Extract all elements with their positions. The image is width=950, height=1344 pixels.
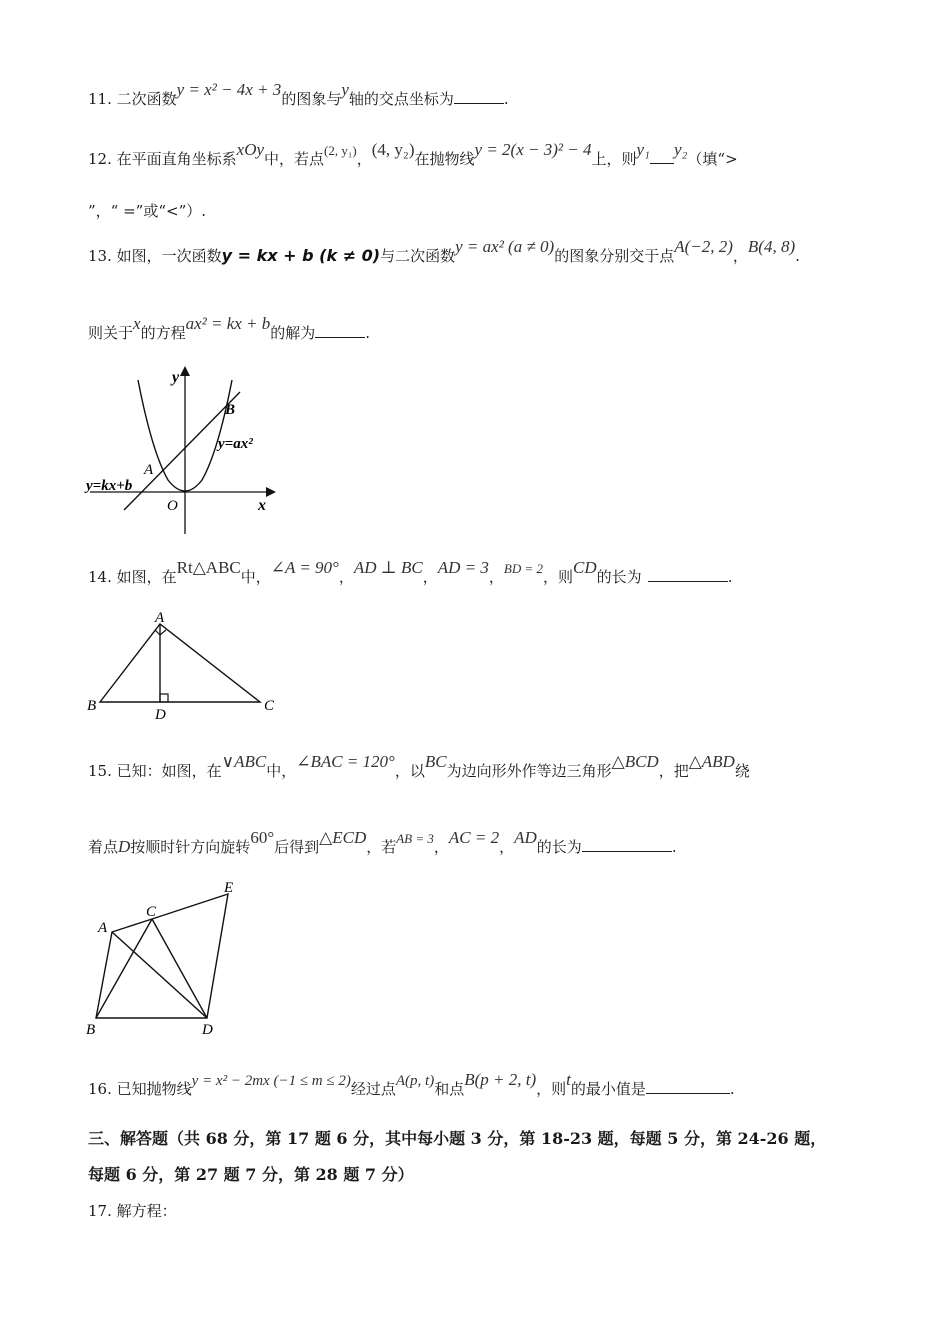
q12-mid: 中，若点 [264,150,325,168]
q14-cond4: BD = 2 [503,561,544,576]
question-13-line2 [88,314,371,343]
figure-14-triangle [82,606,292,724]
q15-pre: 已知：如图，在 [116,762,222,780]
q13-number: 13. [88,247,112,265]
question-12 [88,140,738,169]
q11-end: . [503,90,509,108]
q14-cond3: AD = 3 [437,558,489,577]
q11-pre: 二次函数 [116,90,177,108]
question-13 [88,237,800,266]
q12-number: 12. [88,150,112,168]
q11-post: 轴的交点坐标为 [348,90,454,108]
q13-end2: . [365,324,371,342]
q15-ac: AC = 2 [448,828,500,847]
q13-comma: ， [732,247,748,265]
q13-linear: y = kx + b (k ≠ 0) [221,246,381,265]
q16-number: 16. [88,1080,112,1098]
q11-equation: y = x² − 4x + 3 [176,80,282,99]
q14-triangle: Rt△ABC [176,558,241,577]
q11-var: y [341,80,349,99]
q15-abd: △ABD [688,752,735,771]
q16-mid: 经过点 [350,1080,396,1098]
q13-point-b: B(4, 8) [747,237,796,256]
q16-end: . [729,1080,735,1098]
section-3-heading-line2: 每题 6 分，第 27 题 7 分，第 28 题 7 分） [88,1165,414,1184]
q12-equation: y = 2(x − 3)² − 4 [474,140,592,159]
q11-mid: 的图象与 [281,90,342,108]
q15-mid4: ，把 [658,762,689,780]
q15-mid2: ，以 [394,762,425,780]
x-axis-arrow-icon [266,487,276,497]
question-15 [88,752,750,781]
q12-post: （填“> [687,150,738,168]
q15-line2-mid2: 后得到 [274,838,320,856]
q14-sep3: ， [488,568,504,586]
vertex-b-label: B [86,1022,96,1038]
q15-d: D [118,837,131,856]
q13-line2-pre: 则关于 [88,324,134,342]
q13-line2-post: 的解为 [270,324,316,342]
right-angle-mark-d [160,694,168,702]
q12-y1: y₁ [636,140,650,159]
section-3-heading-line1: 三、解答题（共 68 分，第 17 题 6 分，其中每小题 3 分，第 18-23 题，每题 5 分，第 24-26 题， [88,1129,827,1148]
figure-13-graph [80,362,280,540]
q15-sep2: ， [499,838,515,856]
q12-pre: 在平面直角坐标系 [116,150,237,168]
q14-post: ，则 [543,568,574,586]
q15-angle: ∠BAC = 120° [296,752,395,771]
q15-bcd: △BCD [611,752,659,771]
q15-ecd: △ECD [319,828,367,847]
figure-15-quadrilateral [82,876,252,1040]
q12-system: xOy [236,140,265,159]
q15-end2: . [671,838,677,856]
question-16 [88,1070,735,1099]
vertex-b-label: B [87,698,97,714]
question-15-line2 [88,828,677,857]
q14-sep2: ， [422,568,438,586]
triangle-abc [100,624,260,702]
q15-triangle: ∨ABC [221,752,267,771]
q13-equation: ax² = kx + b [185,314,271,333]
q14-sep1: ， [338,568,354,586]
q15-mid3: 为边向形外作等边三角形 [446,762,612,780]
q13-mid: 与二次函数 [380,247,456,265]
q12-line2: ”，“ =”或“<”）. [88,202,207,220]
q15-answer-blank[interactable] [582,837,672,852]
q14-pre: 如图，在 [116,568,177,586]
point-a-label: A [144,462,154,478]
outline-abdea [96,894,228,1018]
vertex-d-label: D [202,1022,213,1038]
origin-label: O [167,498,178,514]
q12-point1: (2, y₁) [324,143,357,158]
q15-ab: AB = 3 [396,831,434,846]
q14-number: 14. [88,568,112,586]
point-b-label: B [225,402,236,418]
question-11 [88,80,509,109]
q14-cond1: ∠A = 90° [270,558,339,577]
q16-point-b: B(p + 2, t) [464,1070,537,1089]
q11-answer-blank[interactable] [454,89,504,104]
question-14 [88,558,733,587]
q13-pre: 如图，一次函数 [116,247,222,265]
q16-mid2: 和点 [434,1080,465,1098]
vertex-c-label: C [264,698,275,714]
question-12-line2 [88,200,206,221]
q15-bc: BC [424,752,447,771]
q16-post: 的最小值是 [570,1080,646,1098]
vertex-e-label: E [224,880,234,896]
y-axis-label: y [172,369,180,386]
q12-answer-blank[interactable] [650,149,674,164]
q15-mid: 中， [266,762,297,780]
q15-line2-pre: 着点 [88,838,119,856]
q12-comma: ， [356,150,372,168]
q15-line2-post: 的长为 [536,838,582,856]
q14-cond2: AD ⊥ BC [353,558,423,577]
segment-cd [152,919,207,1018]
q14-mid: 中， [240,568,271,586]
q12-mid3: 上，则 [591,150,637,168]
q16-answer-blank[interactable] [646,1079,730,1094]
q15-line2-mid3: ，若 [366,838,397,856]
q13-answer-blank[interactable] [315,323,365,338]
q13-point-a: A(−2, 2) [674,237,733,256]
q15-ad: AD [514,828,537,847]
x-axis-label: x [258,497,266,514]
q16-equation: y = x² − 2mx (−1 ≤ m ≤ 2) [191,1073,351,1089]
q12-y2: y₂ [673,140,688,159]
q13-mid2: 的图象分别交于点 [554,247,675,265]
q13-line2-mid: 的方程 [140,324,186,342]
q13-var: x [133,314,141,333]
q15-sep1: ， [433,838,449,856]
q12-point2: (4, y₂) [371,140,415,159]
q13-end: . [795,247,800,265]
question-17: 17. 解方程： [88,1202,177,1220]
q14-answer-blank[interactable] [648,567,728,582]
q12-mid2: 在抛物线 [414,150,475,168]
point-d-label: D [155,707,166,723]
q15-line2-mid: 按顺时针方向旋转 [130,838,251,856]
curve-label: y=ax² [218,436,253,452]
q14-cd: CD [573,558,597,577]
y-axis-arrow-icon [180,366,190,376]
q15-degree: 60° [250,828,275,847]
line-label: y=kx+b [86,478,133,494]
q16-point-a: A(p, t) [395,1073,435,1089]
q13-quadratic: y = ax² (a ≠ 0) [455,237,555,256]
q14-end: . [727,568,733,586]
q16-pre: 已知抛物线 [116,1080,192,1098]
segment-ad [112,932,207,1018]
vertex-a-label: A [155,610,165,626]
q14-post2: 的长为 [596,568,642,586]
q16-mid3: ，则 [536,1080,567,1098]
q16-t: t [566,1070,571,1089]
q11-number: 11. [88,90,112,108]
vertex-a-label: A [98,920,108,936]
vertex-c-label: C [146,904,157,920]
q15-end1: 绕 [734,762,750,780]
q15-number: 15. [88,762,112,780]
